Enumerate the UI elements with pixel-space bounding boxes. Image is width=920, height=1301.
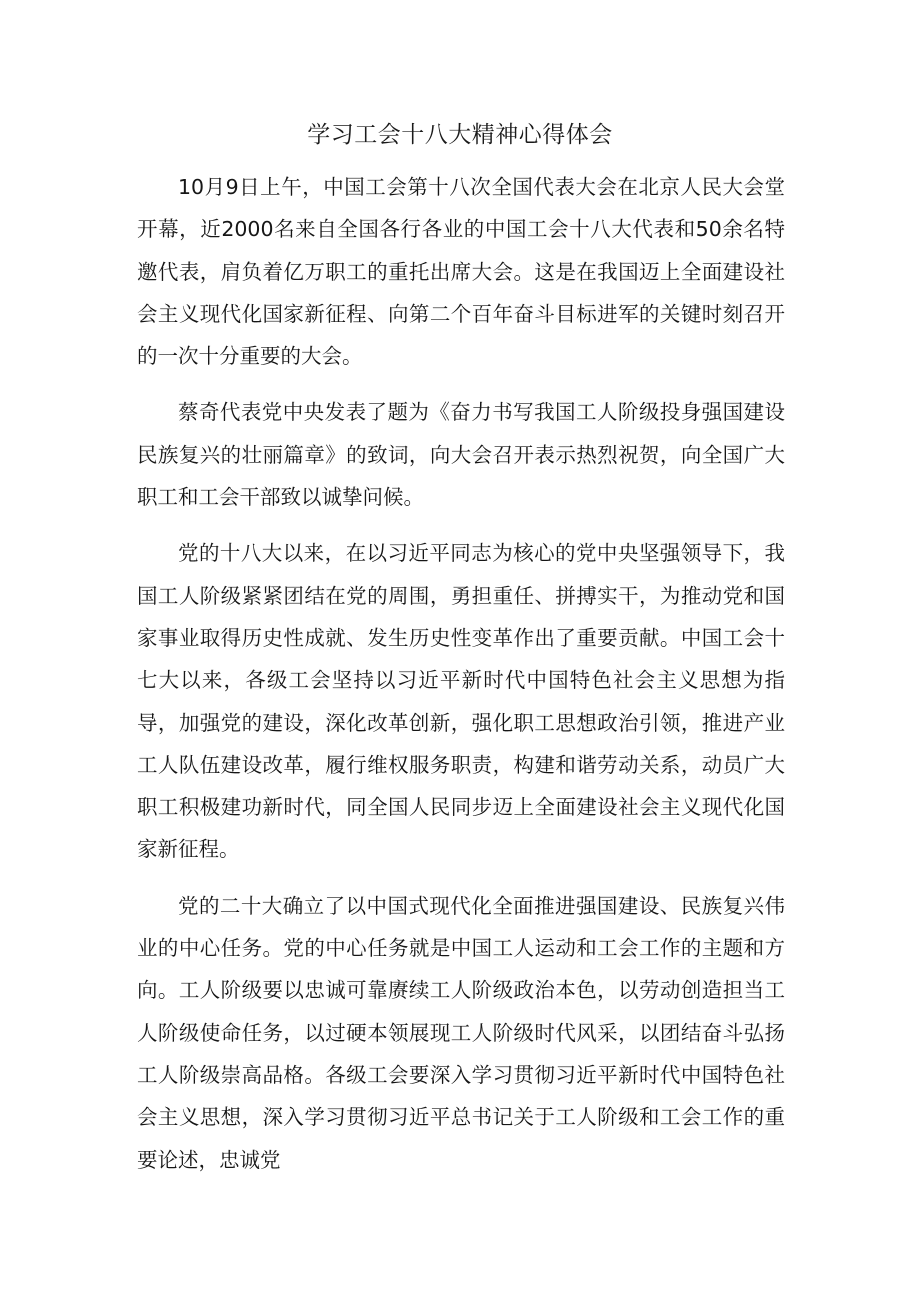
paragraph-2: 蔡奇代表党中央发表了题为《奋力书写我国工人阶级投身强国建设民族复兴的壮丽篇章》的致词，向大会召开表示热烈祝贺，向全国广大职工和工会干部致以诚挚问候。: [137, 400, 785, 510]
document-body: [137, 166, 785, 1195]
paragraph-1: 10月9日上午，中国工会第十八次全国代表大会在北京人民大会堂开幕，近2000名来自全国各行各业的中国工会十八大代表和50余名特邀代表，肩负着亿万职工的重托出席大会。这是在我国迈上全面建设社会主义现代化国家新征程、向第二个百年奋斗目标进军的关键时刻召开的一次十分重要的大会。: [137, 175, 785, 369]
paragraph-4: 党的二十大确立了以中国式现代化全面推进强国建设、民族复兴伟业的中心任务。党的中心任务就是中国工人运动和工会工作的主题和方向。工人阶级要以忠诚可靠赓续工人阶级政治本色，以劳动创造担当工人阶级使命任务，以过硬本领展现工人阶级时代风采，以团结奋斗弘扬工人阶级崇高品格。各级工会要深入学习贯彻习近平新时代中国特色社会主义思想，深入学习贯彻习近平总书记关于工人阶级和工会工作的重要论述，忠诚党: [137, 893, 785, 1172]
document-title: 学习工会十八大精神心得体会: [307, 122, 613, 148]
paragraph-3: 党的十八大以来，在以习近平同志为核心的党中央坚强领导下，我国工人阶级紧紧团结在党的周围，勇担重任、拼搏实干，为推动党和国家事业取得历史性成就、发生历史性变革作出了重要贡献。中国工会十七大以来，各级工会坚持以习近平新时代中国特色社会主义思想为指导，加强党的建设，深化改革创新，强化职工思想政治引领，推进产业工人队伍建设改革，履行维权服务职责，构建和谐劳动关系，动员广大职工积极建功新时代，同全国人民同步迈上全面建设社会主义现代化国家新征程。: [137, 541, 785, 862]
